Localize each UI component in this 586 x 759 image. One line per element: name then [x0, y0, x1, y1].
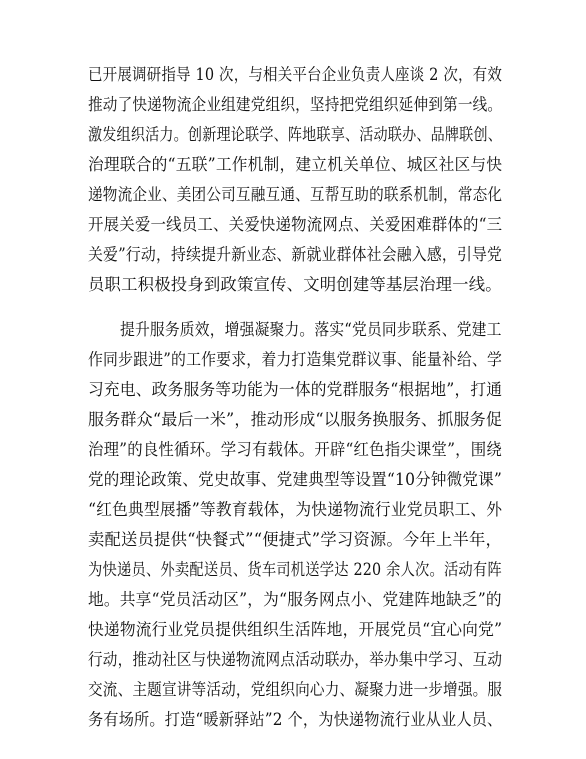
text-line-14: 党的理论政策、党史故事、党建典型等设置“10分钟微党课”	[88, 470, 502, 489]
text-line-2: 推动了快递物流企业组建党组织，坚持把党组织延伸到第一线。	[88, 95, 503, 114]
text-line-13: 治理”的良性循环。学习有载体。开辟“红色指尖课堂”，围绕	[88, 440, 502, 459]
text-line-11: 习充电、政务服务等功能为一体的党群服务“根据地”，打通	[88, 380, 503, 399]
text-line-1: 已开展调研指导 10 次，与相关平台企业负责人座谈 2 次，有效	[88, 65, 503, 84]
text-line-3: 激发组织活力。创新理论联学、阵地联享、活动联办、品牌联创、	[88, 125, 503, 144]
text-line-16: 卖配送员提供“快餐式”“便捷式”学习资源。今年上半年，	[88, 530, 503, 549]
text-line-4: 治理联合的“五联”工作机制，建立机关单位、城区社区与快	[88, 155, 503, 174]
text-line-6: 开展关爱一线员工、关爱快递物流网点、关爱困难群体的“三	[88, 215, 503, 234]
text-line-21: 交流、主题宣讲等活动，党组织向心力、凝聚力进一步增强。服	[88, 680, 503, 699]
text-line-18: 地。共享“党员活动区”，为“服务网点小、党建阵地缺乏”的	[88, 590, 502, 609]
text-line-15: “红色典型展播”等教育载体，为快递物流行业党员职工、外	[88, 500, 503, 519]
text-line-20: 行动，推动社区与快递物流网点活动联办，举办集中学习、互动	[88, 650, 503, 669]
text-line-8: 员职工积极投身到政策宣传、文明创建等基层治理一线。	[88, 275, 502, 294]
text-line-22: 务有场所。打造“暖新驿站”2 个，为快递物流行业从业人员、	[88, 710, 503, 729]
text-line-5: 递物流企业、美团公司互融互通、互帮互助的联系机制，常态化	[88, 185, 503, 204]
text-line-12: 服务群众“最后一米”，推动形成“以服务换服务、抓服务促	[88, 410, 503, 429]
text-line-17: 为快递员、外卖配送员、货车司机送学达 220 余人次。活动有阵	[88, 560, 502, 579]
text-line-10: 作同步跟进”的工作要求，着力打造集党群议事、能量补给、学	[88, 350, 503, 369]
paragraph-heading-line: 提升服务质效，增强凝聚力。落实“党员同步联系、党建工	[120, 320, 502, 339]
text-line-19: 快递物流行业党员提供组织生活阵地，开展党员“宜心向党”	[88, 620, 503, 639]
text-line-7: 关爱”行动，持续提升新业态、新就业群体社会融入感，引导党	[88, 245, 503, 264]
